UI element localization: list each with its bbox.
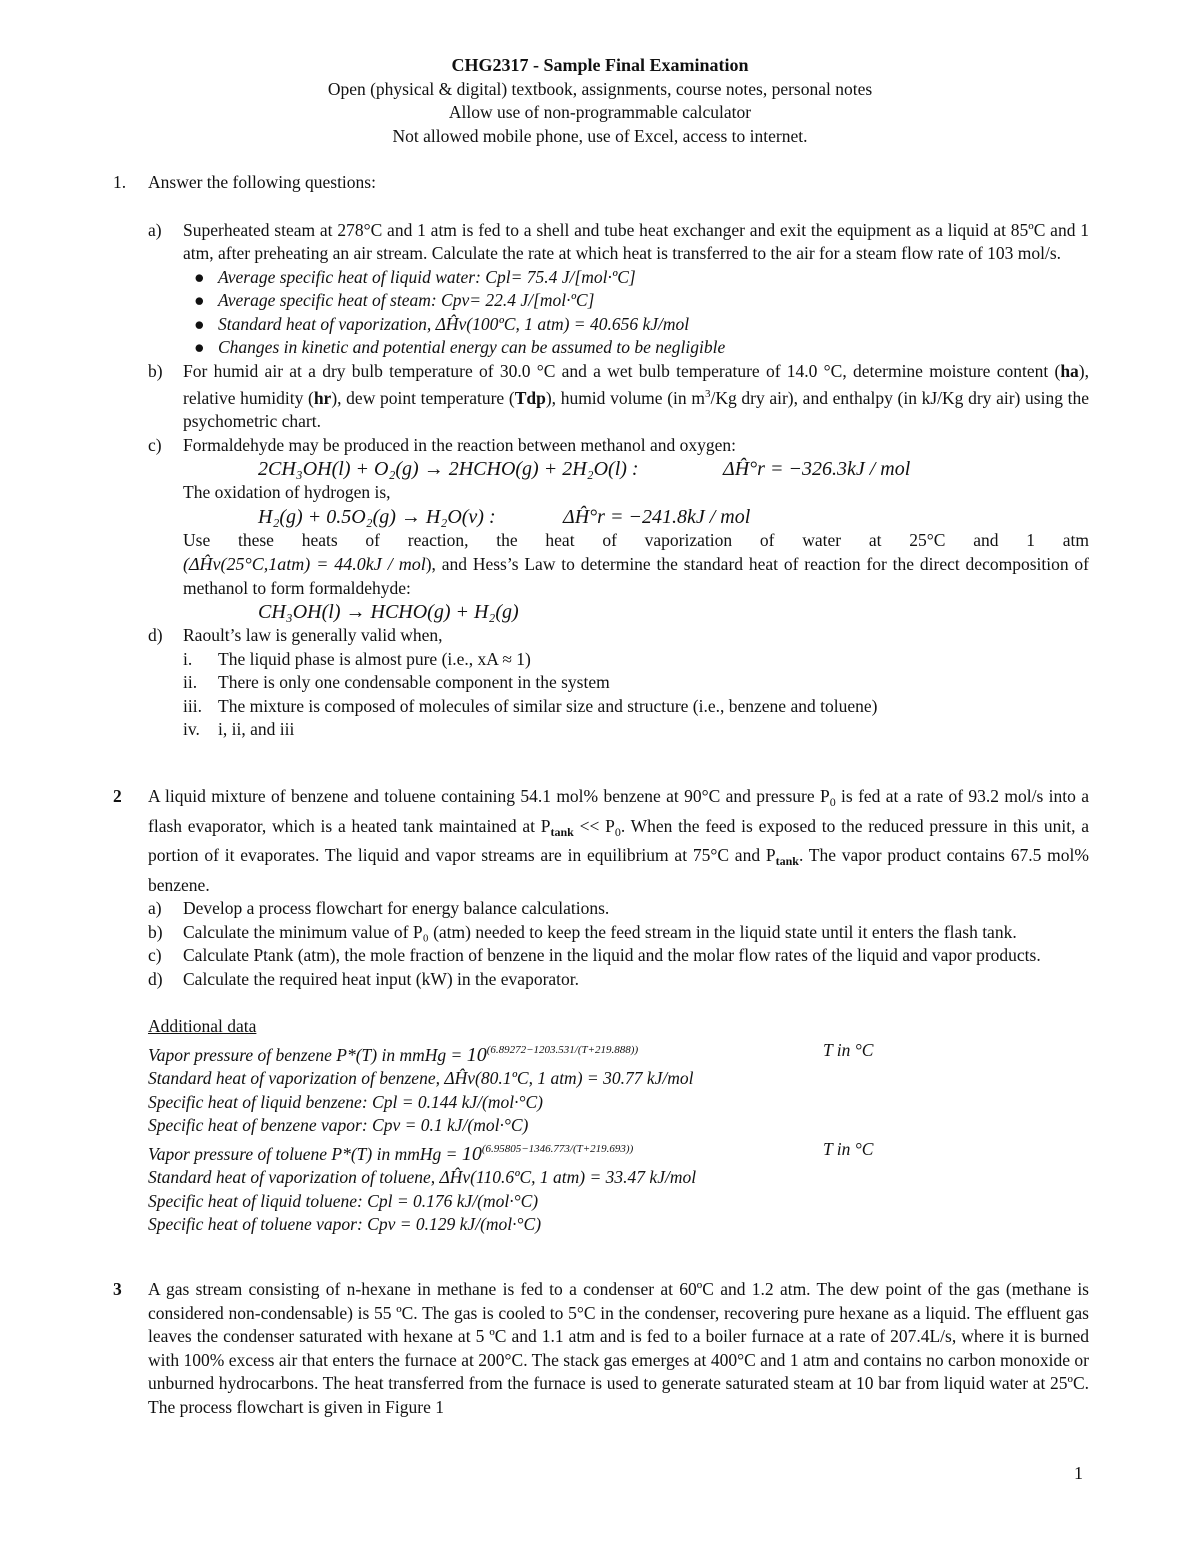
q2-part bbox=[113, 968, 1089, 992]
q1c-eq2-reaction: H₂(g) + 0.5O₂(g) → H₂O(v) : bbox=[258, 505, 496, 528]
q1-part-a bbox=[113, 219, 1089, 266]
q1-part-d-intro: Raoult’s law is generally valid when, bbox=[183, 625, 443, 646]
q1a-bullet bbox=[194, 289, 1089, 313]
q2-text: A liquid mixture of benzene and toluene containing 54.1 mol% benzene at 90°C and pressure P bbox=[148, 786, 830, 806]
q1-part-c bbox=[113, 434, 1089, 458]
q1b-text: ), dew point temperature ( bbox=[331, 387, 515, 408]
q2-part bbox=[113, 944, 1089, 968]
q1d-option bbox=[183, 648, 1089, 672]
additional-data bbox=[148, 1015, 1089, 1237]
q1b-sup: 3 bbox=[704, 388, 711, 400]
page-number: 1 bbox=[1074, 1463, 1083, 1483]
q2-part bbox=[113, 897, 1089, 921]
q1d-option-text: The mixture is composed of molecules of similar size and structure (i.e., benzene and toluene) bbox=[218, 695, 878, 716]
q1b-tdp: Tdp bbox=[514, 387, 546, 408]
q2-part-label: a) bbox=[148, 898, 162, 918]
q1b-text: ), relative humidity ( bbox=[183, 360, 1089, 408]
q2-text: . When the feed is exposed to the reduced pressure in this unit, a portion of it evaporates. The liquid and vapor streams are in equilibrium at 75°C and P bbox=[148, 815, 1089, 865]
bullet-icon: ● bbox=[194, 313, 205, 334]
bullet-icon: ● bbox=[194, 266, 205, 287]
q1a-bullet-text: Average specific heat of steam: Cpv= 22.4 J/[mol·ºC] bbox=[218, 290, 595, 310]
header-line-2: Allow use of non-programmable calculator bbox=[448, 102, 752, 122]
q1d-option bbox=[183, 671, 1089, 695]
question-1-number: 1. bbox=[113, 172, 127, 192]
q1d-option-text: There is only one condensable component in the system bbox=[218, 672, 610, 693]
q1b-text: For humid air at a dry bulb temperature of 30.0 °C and a wet bulb temperature of 14.0 °C, determine moisture content ( bbox=[183, 360, 1061, 381]
q1a-bullet bbox=[194, 336, 1089, 360]
q1c-equation-2 bbox=[258, 505, 1089, 529]
q1d-option-text: i, ii, and iii bbox=[218, 719, 295, 740]
q1b-text: /Kg dry air), and enthalpy (in kJ/Kg dry air) using the psychometric chart. bbox=[183, 387, 1089, 432]
q1d-option-number: iv. bbox=[183, 719, 200, 740]
q1d-option-number: ii. bbox=[183, 672, 198, 693]
question-2 bbox=[113, 785, 1089, 1237]
q1c-mid-text: The oxidation of hydrogen is, bbox=[183, 482, 391, 503]
q1c-eq1-reaction: 2CH₃OH(l) + O₂(g) → 2HCHO(g) + 2H₂O(l) : bbox=[258, 458, 639, 481]
question-3 bbox=[113, 1278, 1089, 1419]
q1a-bullet-text: Average specific heat of liquid water: Cpl= 75.4 J/[mol·ºC] bbox=[218, 266, 636, 287]
cpv-toluene-line: Specific heat of toluene vapor: Cpv = 0.129 kJ/(mol·°C) bbox=[148, 1214, 542, 1234]
vp-benzene-exponent: (6.89272−1203.531/(T+219.888)) bbox=[486, 1043, 639, 1056]
q1c-eq2-enthalpy: ΔĤ°r = −241.8kJ / mol bbox=[563, 505, 751, 528]
q1d-option bbox=[183, 718, 1089, 742]
additional-data-title: Additional data bbox=[148, 1016, 257, 1036]
q1b-ha: ha bbox=[1060, 360, 1079, 381]
exam-header bbox=[0, 54, 1200, 148]
q1a-bullet-text: Changes in kinetic and potential energy can be assumed to be negligible bbox=[218, 337, 726, 357]
q1b-hr: hr bbox=[313, 387, 332, 408]
q1d-option-number: iii. bbox=[183, 695, 202, 716]
header-line-1: Open (physical & digital) textbook, assignments, course notes, personal notes bbox=[327, 78, 873, 99]
q2-text: . The vapor product contains 67.5 mol% benzene. bbox=[148, 845, 1089, 895]
dhv-benzene-line: Standard heat of vaporization of benzene, ΔĤv(80.1ºC, 1 atm) = 30.77 kJ/mol bbox=[148, 1068, 694, 1088]
q1c-hvap-formula: (ΔĤv(25°C,1atm) = 44.0kJ / mol bbox=[183, 554, 426, 575]
header-line-3: Not allowed mobile phone, use of Excel, access to internet. bbox=[392, 125, 808, 146]
bullet-icon: ● bbox=[194, 337, 205, 357]
q1c-eq1-enthalpy: ΔĤ°r = −326.3kJ / mol bbox=[723, 458, 911, 481]
q1c-use-line: Use these heats of reaction, the heat of vaporization of water at 25°C and 1 atm bbox=[183, 529, 1089, 550]
q1d-option bbox=[183, 695, 1089, 719]
vp-benzene-base: 10 bbox=[466, 1043, 487, 1066]
q2-text: << P bbox=[573, 815, 615, 836]
q1-part-b-label: b) bbox=[148, 360, 163, 381]
q1-part-c-label: c) bbox=[148, 434, 162, 455]
q2-text: is fed at a rate of 93.2 mol/s into a flash evaporator, which is a heated tank maintained at P bbox=[148, 786, 1090, 836]
q1-part-b bbox=[113, 360, 1089, 434]
q2-sub: tank bbox=[550, 824, 574, 839]
q1c-use-rest: ), and Hess’s Law to determine the standard heat of reaction for the direct decomposition of methanol to form formaldehyde: bbox=[183, 554, 1089, 598]
q2-part-text: Calculate the minimum value of P₀ (atm) needed to keep the feed stream in the liquid state until it enters the flash tank. bbox=[183, 921, 1017, 942]
t-unit-label: T in °C bbox=[823, 1138, 874, 1159]
q2-part bbox=[113, 921, 1089, 945]
vp-toluene-exponent: (6.95805−1346.773/(T+219.693)) bbox=[481, 1142, 634, 1155]
exam-title: CHG2317 - Sample Final Examination bbox=[451, 55, 749, 75]
q1-part-c-intro: Formaldehyde may be produced in the reaction between methanol and oxygen: bbox=[183, 434, 737, 455]
question-3-number: 3 bbox=[113, 1279, 122, 1299]
q1c-equation-3: CH₃OH(l) → HCHO(g) + H₂(g) bbox=[258, 601, 519, 624]
question-3-text: A gas stream consisting of n-hexane in methane is fed to a condenser at 60ºC and 1.2 atm. The dew point of the gas (methane is considered non-condensable) is 55 ºC. The gas is cooled to 5°C in the condenser, recovering pure hexane as a liquid. The effluent gas leaves the condenser saturated with hexane at 5 ºC and 1.1 atm and is fed to a boiler furnace at a rate of 207.4L/s, where it is burned with 100% excess air that enters the furnace at 200°C. The stack gas emerges at 400°C and 1 atm and contains no carbon monoxide or unburned hydrocarbons. The heat transferred from the furnace is used to generate saturated steam at 10 bar from liquid water at 25ºC. The process flowchart is given in Figure 1 bbox=[148, 1279, 1089, 1417]
dhv-toluene-line: Standard heat of vaporization of toluene, ΔĤv(110.6ºC, 1 atm) = 33.47 kJ/mol bbox=[148, 1167, 697, 1187]
q2-part-text: Calculate Ptank (atm), the mole fraction of benzene in the liquid and the molar flow rates of the liquid and vapor products. bbox=[183, 945, 1041, 965]
vp-toluene-base: 10 bbox=[461, 1142, 482, 1165]
q2-part-text: Calculate the required heat input (kW) in the evaporator. bbox=[183, 968, 580, 989]
q1b-text: ), humid volume (in m bbox=[545, 387, 705, 408]
vp-toluene-text: Vapor pressure of toluene P*(T) in mmHg = bbox=[148, 1143, 462, 1164]
q1-part-b-text bbox=[183, 360, 1089, 434]
q1c-use-text bbox=[183, 552, 1089, 600]
vp-toluene-line bbox=[148, 1138, 1089, 1167]
question-2-number: 2 bbox=[113, 786, 122, 806]
question-1-intro: Answer the following questions: bbox=[148, 172, 376, 192]
cpl-benzene-line: Specific heat of liquid benzene: Cpl = 0.144 kJ/(mol·°C) bbox=[148, 1091, 543, 1112]
q1-part-d-label: d) bbox=[148, 625, 163, 646]
q2-sub: 0 bbox=[829, 795, 836, 809]
q1d-option-number: i. bbox=[183, 648, 193, 669]
q1-part-a-label: a) bbox=[148, 219, 162, 240]
cpv-benzene-line: Specific heat of benzene vapor: Cpv = 0.1 kJ/(mol·°C) bbox=[148, 1115, 529, 1135]
q2-sub: tank bbox=[775, 854, 799, 868]
vp-benzene-text: Vapor pressure of benzene P*(T) in mmHg = bbox=[148, 1044, 467, 1065]
q2-sub: 0 bbox=[614, 824, 621, 839]
q1-part-d bbox=[113, 624, 1089, 648]
bullet-icon: ● bbox=[194, 290, 205, 310]
q1d-option-text: The liquid phase is almost pure (i.e., xA ≈ 1) bbox=[218, 648, 531, 669]
q2-part-label: b) bbox=[148, 921, 163, 942]
q2-part-text: Develop a process flowchart for energy balance calculations. bbox=[183, 898, 610, 918]
t-unit-label: T in °C bbox=[823, 1039, 874, 1060]
vp-benzene-line bbox=[148, 1039, 1089, 1068]
q1a-bullet bbox=[194, 266, 1089, 290]
q1a-bullet bbox=[194, 313, 1089, 337]
cpl-toluene-line: Specific heat of liquid toluene: Cpl = 0.176 kJ/(mol·°C) bbox=[148, 1190, 539, 1211]
q2-part-label: d) bbox=[148, 968, 163, 989]
q1c-equation-1 bbox=[258, 457, 1089, 481]
question-2-text bbox=[148, 785, 1089, 897]
q2-part-label: c) bbox=[148, 945, 162, 965]
q1a-bullet-text: Standard heat of vaporization, ΔĤv(100ºC, 1 atm) = 40.656 kJ/mol bbox=[218, 313, 690, 334]
q1-part-a-text: Superheated steam at 278°C and 1 atm is fed to a shell and tube heat exchanger and exit the equipment as a liquid at 85ºC and 1 atm, after preheating an air stream. Calculate the rate at which heat is transferred to the air for a steam flow rate of 103 mol/s. bbox=[183, 219, 1089, 263]
question-1 bbox=[113, 171, 1089, 742]
